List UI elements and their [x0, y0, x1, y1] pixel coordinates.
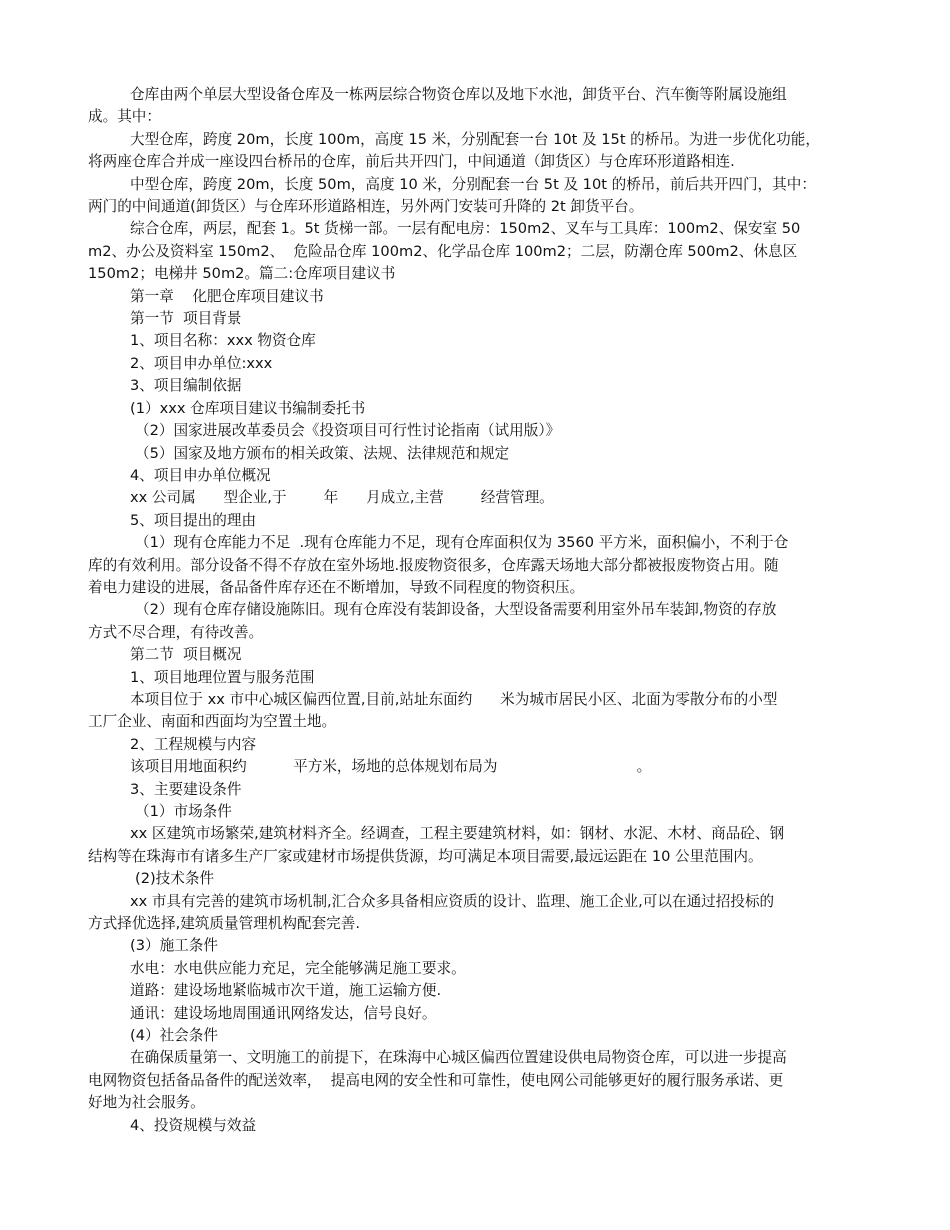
text-line: 本项目位于 xx 市中心城区偏西位置,目前,站址东面约 米为城市居民小区、北面为零散分布的小型	[130, 690, 778, 708]
text-line: 大型仓库，跨度 20m，长度 100m，高度 15 米，分别配套一台 10t 及 15t 的桥吊。为进一步优化功能，	[130, 130, 820, 148]
text-line: （2）现有仓库存储设施陈旧。现有仓库没有装卸设备，大型设备需要利用室外吊车装卸,物资的存放	[135, 601, 777, 619]
text-line: 1、项目名称：xxx 物资仓库	[130, 332, 316, 350]
text-line: 3、主要建设条件	[130, 780, 242, 798]
text-line: 在确保质量第一、文明施工的前提下，在珠海中心城区偏西位置建设供电局物资仓库，可以进一步提高	[130, 1049, 787, 1067]
text-line: 2、工程规模与内容	[130, 735, 257, 753]
text-line: m2、办公及资料室 150m2、 危险品仓库 100m2、化学品仓库 100m2；二层，防潮仓库 500m2、休息区	[88, 242, 798, 260]
text-line: 2、项目申办单位:xxx	[130, 354, 273, 372]
text-line: 方式择优选择,建筑质量管理机构配套完善.	[88, 915, 360, 933]
text-line: (4）社会条件	[130, 1027, 218, 1045]
text-line: 通讯：建设场地周围通讯网络发达，信号良好。	[130, 1004, 437, 1022]
text-line: 150m2；电梯井 50m2。篇二:仓库项目建议书	[88, 265, 396, 283]
text-line: 4、投资规模与效益	[130, 1116, 257, 1134]
text-line: 该项目用地面积约 平方米，场地的总体规划布局为 。	[130, 758, 652, 776]
text-line: （2）国家进展改革委员会《投资项目可行性讨论指南（试用版）》	[135, 422, 561, 440]
text-line: 中型仓库，跨度 20m，长度 50m，高度 10 米，分别配套一台 5t 及 10t 的桥吊，前后共开四门，其中：	[130, 175, 816, 193]
text-line: （5）国家及地方颁布的相关政策、法规、法律规范和规定	[135, 444, 510, 462]
text-line: 电网物资包括备品备件的配送效率， 提高电网的安全性和可靠性，使电网公司能够更好的履行服务承诺、更	[88, 1071, 784, 1089]
document-page	[88, 84, 868, 1137]
text-line: 着电力建设的进展，备品备件库存还在不断增加，导致不同程度的物资积压。	[88, 578, 585, 596]
text-line: (2)技术条件	[135, 870, 215, 888]
text-line: 好地为社会服务。	[88, 1094, 205, 1112]
text-line: 5、项目提出的理由	[130, 511, 257, 529]
text-line: (1）xxx 仓库项目建议书编制委托书	[130, 399, 366, 417]
text-line: 库的有效利用。部分设备不得不存放在室外场地.报废物资很多，仓库露天场地大部分都被报废物资占用。随	[88, 556, 779, 574]
text-line: 成。其中：	[88, 108, 161, 126]
text-line: 4、项目申办单位概况	[130, 466, 271, 484]
text-line: 工厂企业、南面和西面均为空置土地。	[88, 713, 337, 731]
text-line: xx 公司属 型企业,于 年 月成立,主营 经营管理。	[130, 489, 554, 507]
text-line: 3、项目编制依据	[130, 377, 242, 395]
text-line: 第二节 项目概况	[130, 646, 242, 664]
text-line: （1）市场条件	[135, 803, 232, 820]
text-line: 综合仓库，两层，配套 1。5t 货梯一部。一层有配电房：150m2、叉车与工具库：100m2、保安室 50	[130, 220, 801, 238]
text-line: 第一章 化肥仓库项目建议书	[130, 287, 324, 305]
text-line: （1）现有仓库能力不足 .现有仓库能力不足，现有仓库面积仅为 3560 平方米，面积偏小，不利于仓	[135, 534, 789, 552]
text-line: 仓库由两个单层大型设备仓库及一栋两层综合物资仓库以及地下水池，卸货平台、汽车衡等附属设施组	[130, 86, 787, 103]
text-line: 结构等在珠海市有诸多生产厂家或建材市场提供货源，均可满足本项目需要,最远运距在 10 公里范围内。	[88, 847, 763, 865]
text-line: 方式不尽合理，有待改善。	[88, 623, 264, 641]
text-line: 两门的中间通道(卸货区）与仓库环形道路相连，另外两门安装可升降的 2t 卸货平台。	[88, 198, 644, 216]
text-line: 第一节 项目背景	[130, 310, 242, 328]
text-line: 道路：建设场地紧临城市次干道，施工运输方便.	[130, 982, 442, 1000]
text-line: xx 区建筑市场繁荣,建筑材料齐全。经调查，工程主要建筑材料，如：钢材、水泥、木材、商品砼、钢	[130, 825, 785, 843]
text-line: 水电：水电供应能力充足，完全能够满足施工要求。	[130, 959, 466, 977]
text-line: 1、项目地理位置与服务范围	[130, 668, 315, 686]
text-line: 将两座仓库合并成一座设四台桥吊的仓库，前后共开四门，中间通道（卸货区）与仓库环形道路相连.	[88, 153, 735, 171]
text-line: (3）施工条件	[130, 937, 218, 955]
text-line: xx 市具有完善的建筑市场机制,汇合众多具备相应资质的设计、监理、施工企业,可以在通过招投标的	[130, 892, 775, 910]
